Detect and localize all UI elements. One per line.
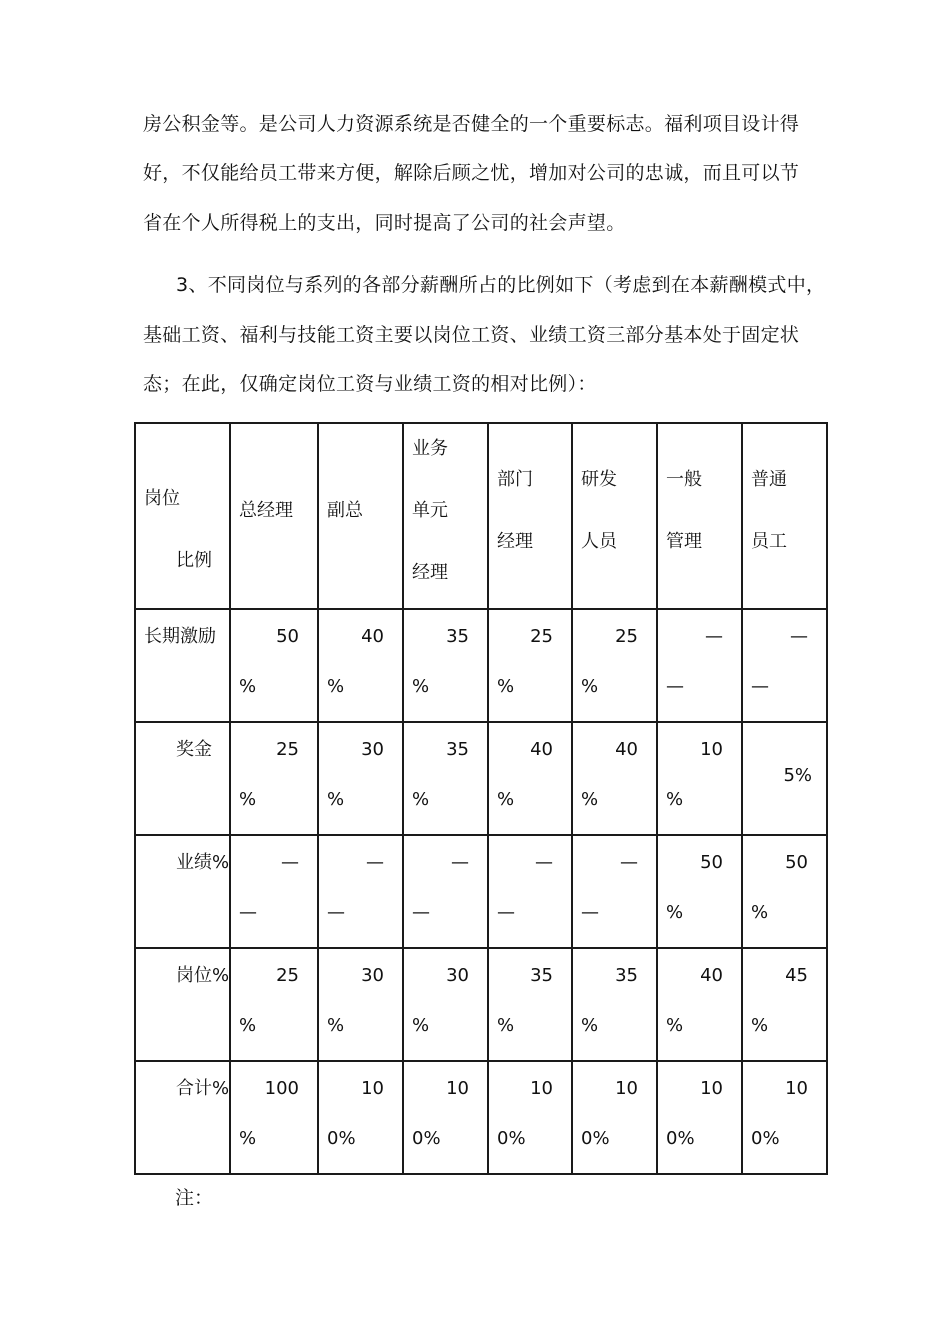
header-label: 业务 bbox=[412, 438, 448, 459]
table-cell bbox=[318, 1061, 403, 1174]
cell-value-line-2: % bbox=[412, 789, 430, 810]
row-label-cell bbox=[135, 835, 230, 948]
cell-value-line-2: 0% bbox=[751, 1128, 780, 1149]
cell-value-line-2: % bbox=[666, 902, 684, 923]
table-header-cell bbox=[230, 423, 318, 609]
cell-value-line-1: — bbox=[366, 852, 384, 873]
cell-value-line-1: 10 bbox=[785, 1078, 808, 1099]
table-row bbox=[135, 609, 827, 722]
table-cell bbox=[657, 835, 742, 948]
cell-value-line-1: 35 bbox=[446, 626, 469, 647]
table-cell bbox=[488, 835, 572, 948]
table-header-cell bbox=[488, 423, 572, 609]
note-label: 注： bbox=[175, 1187, 214, 1209]
cell-value-line-2: % bbox=[497, 1015, 515, 1036]
header-label: 经理 bbox=[497, 531, 533, 552]
row-label-cell bbox=[135, 609, 230, 722]
cell-value-line-1: 100 bbox=[264, 1078, 299, 1099]
header-label: 总经理 bbox=[239, 500, 293, 521]
table-cell bbox=[742, 835, 827, 948]
cell-value-line-1: 10 bbox=[446, 1078, 469, 1099]
corner-label-ratio: 比例 bbox=[176, 550, 212, 571]
cell-value-line-1: 40 bbox=[700, 965, 723, 986]
table-cell bbox=[488, 1061, 572, 1174]
cell-value-line-1: 10 bbox=[530, 1078, 553, 1099]
cell-value-line-1: — bbox=[451, 852, 469, 873]
cell-value-line-2: % bbox=[666, 789, 684, 810]
cell-value-line-1: 10 bbox=[700, 739, 723, 760]
table-cell bbox=[742, 722, 827, 835]
header-label: 单元 bbox=[412, 500, 448, 521]
cell-value-line-1: 40 bbox=[361, 626, 384, 647]
header-label: 副总 bbox=[327, 500, 363, 521]
cell-value-line-2: — bbox=[497, 902, 515, 923]
cell-value-line-2: % bbox=[327, 676, 345, 697]
table-cell bbox=[657, 609, 742, 722]
cell-value-line-2: % bbox=[239, 1128, 257, 1149]
cell-value-line-1: 10 bbox=[615, 1078, 638, 1099]
header-label: 员工 bbox=[751, 531, 787, 552]
row-label-cell bbox=[135, 948, 230, 1061]
header-label: 经理 bbox=[412, 562, 448, 583]
cell-value-line-2: % bbox=[581, 789, 599, 810]
cell-value-line-1: 30 bbox=[361, 739, 384, 760]
table-cell bbox=[230, 1061, 318, 1174]
cell-value-line-2: % bbox=[751, 1015, 769, 1036]
cell-value-line-1: 35 bbox=[615, 965, 638, 986]
table-cell bbox=[572, 722, 657, 835]
cell-value-line-1: 30 bbox=[446, 965, 469, 986]
row-label: 业绩% bbox=[176, 852, 230, 873]
table-row bbox=[135, 835, 827, 948]
row-label-cell bbox=[135, 722, 230, 835]
cell-value-line-2: 0% bbox=[412, 1128, 441, 1149]
cell-value-line-1: — bbox=[790, 626, 808, 647]
table-cell bbox=[403, 609, 488, 722]
table-cell bbox=[657, 722, 742, 835]
cell-value-line-2: % bbox=[581, 676, 599, 697]
table-cell bbox=[403, 835, 488, 948]
salary-ratio-table bbox=[134, 422, 828, 1175]
table-cell bbox=[572, 609, 657, 722]
cell-value-line-1: 45 bbox=[785, 965, 808, 986]
cell-value-line-2: % bbox=[412, 676, 430, 697]
row-label: 合计% bbox=[176, 1078, 230, 1099]
cell-value-line-1: 35 bbox=[530, 965, 553, 986]
cell-value-line-1: 25 bbox=[276, 965, 299, 986]
table-row bbox=[135, 948, 827, 1061]
cell-value-line-1: 10 bbox=[700, 1078, 723, 1099]
table-row bbox=[135, 1061, 827, 1174]
cell-value-line-1: 30 bbox=[361, 965, 384, 986]
paragraph-2-line-3: 态；在此，仅确定岗位工资与业绩工资的相对比例）： bbox=[143, 373, 597, 395]
table-cell bbox=[572, 835, 657, 948]
cell-value-line-1: — bbox=[705, 626, 723, 647]
cell-value-line-2: — bbox=[412, 902, 430, 923]
cell-value-line-2: % bbox=[239, 1015, 257, 1036]
row-label: 奖金 bbox=[176, 739, 212, 760]
paragraph-2-line-1: 3、不同岗位与系列的各部分薪酬所占的比例如下（考虑到在本薪酬模式中， bbox=[176, 274, 826, 296]
header-label: 管理 bbox=[666, 531, 702, 552]
table-cell bbox=[318, 835, 403, 948]
row-label-cell bbox=[135, 1061, 230, 1174]
paragraph-1-line-2: 好，不仅能给员工带来方便，解除后顾之忧，增加对公司的忠诚，而且可以节 bbox=[143, 162, 800, 184]
header-label: 一般 bbox=[666, 469, 702, 490]
cell-value-line-1: 50 bbox=[700, 852, 723, 873]
cell-value-line-2: 0% bbox=[327, 1128, 356, 1149]
corner-label-position: 岗位 bbox=[144, 488, 180, 509]
table-cell bbox=[318, 722, 403, 835]
table-cell bbox=[488, 722, 572, 835]
cell-value-line-1: 25 bbox=[276, 739, 299, 760]
table-cell bbox=[230, 835, 318, 948]
table-header-cell bbox=[403, 423, 488, 609]
table-cell bbox=[230, 948, 318, 1061]
cell-value-line-2: % bbox=[497, 789, 515, 810]
cell-value-line-2: — bbox=[581, 902, 599, 923]
cell-value-line-2: — bbox=[327, 902, 345, 923]
table-cell bbox=[742, 948, 827, 1061]
table-cell bbox=[742, 1061, 827, 1174]
cell-value-line-1: 40 bbox=[615, 739, 638, 760]
table-cell bbox=[488, 609, 572, 722]
table-header-cell bbox=[318, 423, 403, 609]
row-label: 岗位% bbox=[176, 965, 230, 986]
table-row bbox=[135, 722, 827, 835]
cell-value-line-2: 0% bbox=[497, 1128, 526, 1149]
cell-value-line-1: 50 bbox=[785, 852, 808, 873]
cell-value-line-2: % bbox=[239, 789, 257, 810]
cell-value-line-1: — bbox=[620, 852, 638, 873]
table-cell bbox=[657, 1061, 742, 1174]
cell-value-line-1: — bbox=[535, 852, 553, 873]
cell-value-line-1: 25 bbox=[615, 626, 638, 647]
table-cell bbox=[572, 948, 657, 1061]
cell-value-line-2: % bbox=[581, 1015, 599, 1036]
paragraph-1-line-3: 省在个人所得税上的支出，同时提高了公司的社会声望。 bbox=[143, 212, 626, 234]
cell-value-line-2: — bbox=[239, 902, 257, 923]
cell-value-line-1: 25 bbox=[530, 626, 553, 647]
cell-value-line-2: % bbox=[327, 1015, 345, 1036]
cell-value-line-1: 35 bbox=[446, 739, 469, 760]
table-cell bbox=[318, 609, 403, 722]
table-corner-cell bbox=[135, 423, 230, 609]
table-cell bbox=[403, 948, 488, 1061]
table-header-cell bbox=[572, 423, 657, 609]
cell-value-line-2: % bbox=[412, 1015, 430, 1036]
header-label: 研发 bbox=[581, 469, 617, 490]
paragraph-1-line-1: 房公积金等。是公司人力资源系统是否健全的一个重要标志。福利项目设计得 bbox=[143, 113, 800, 135]
table-cell bbox=[572, 1061, 657, 1174]
header-label: 普通 bbox=[751, 469, 787, 490]
cell-value-line-2: % bbox=[239, 676, 257, 697]
table-cell bbox=[230, 609, 318, 722]
table-cell bbox=[742, 609, 827, 722]
table-cell bbox=[318, 948, 403, 1061]
table-cell bbox=[403, 1061, 488, 1174]
table-header-cell bbox=[657, 423, 742, 609]
cell-value-line-1: 40 bbox=[530, 739, 553, 760]
cell-value: 5% bbox=[783, 765, 812, 786]
table-cell bbox=[230, 722, 318, 835]
cell-value-line-2: % bbox=[666, 1015, 684, 1036]
cell-value-line-2: — bbox=[666, 676, 684, 697]
table-cell bbox=[403, 722, 488, 835]
paragraph-2-line-2: 基础工资、福利与技能工资主要以岗位工资、业绩工资三部分基本处于固定状 bbox=[143, 324, 800, 346]
table-cell bbox=[657, 948, 742, 1061]
cell-value-line-2: 0% bbox=[666, 1128, 695, 1149]
header-label: 人员 bbox=[581, 531, 617, 552]
cell-value-line-2: — bbox=[751, 676, 769, 697]
cell-value-line-2: 0% bbox=[581, 1128, 610, 1149]
table-header-cell bbox=[742, 423, 827, 609]
cell-value-line-1: 10 bbox=[361, 1078, 384, 1099]
table-header-row bbox=[135, 423, 827, 609]
header-label: 部门 bbox=[497, 469, 533, 490]
cell-value-line-1: 50 bbox=[276, 626, 299, 647]
cell-value-line-2: % bbox=[497, 676, 515, 697]
row-label: 长期激励 bbox=[144, 626, 216, 647]
cell-value-line-2: % bbox=[751, 902, 769, 923]
table-cell bbox=[488, 948, 572, 1061]
cell-value-line-1: — bbox=[281, 852, 299, 873]
cell-value-line-2: % bbox=[327, 789, 345, 810]
